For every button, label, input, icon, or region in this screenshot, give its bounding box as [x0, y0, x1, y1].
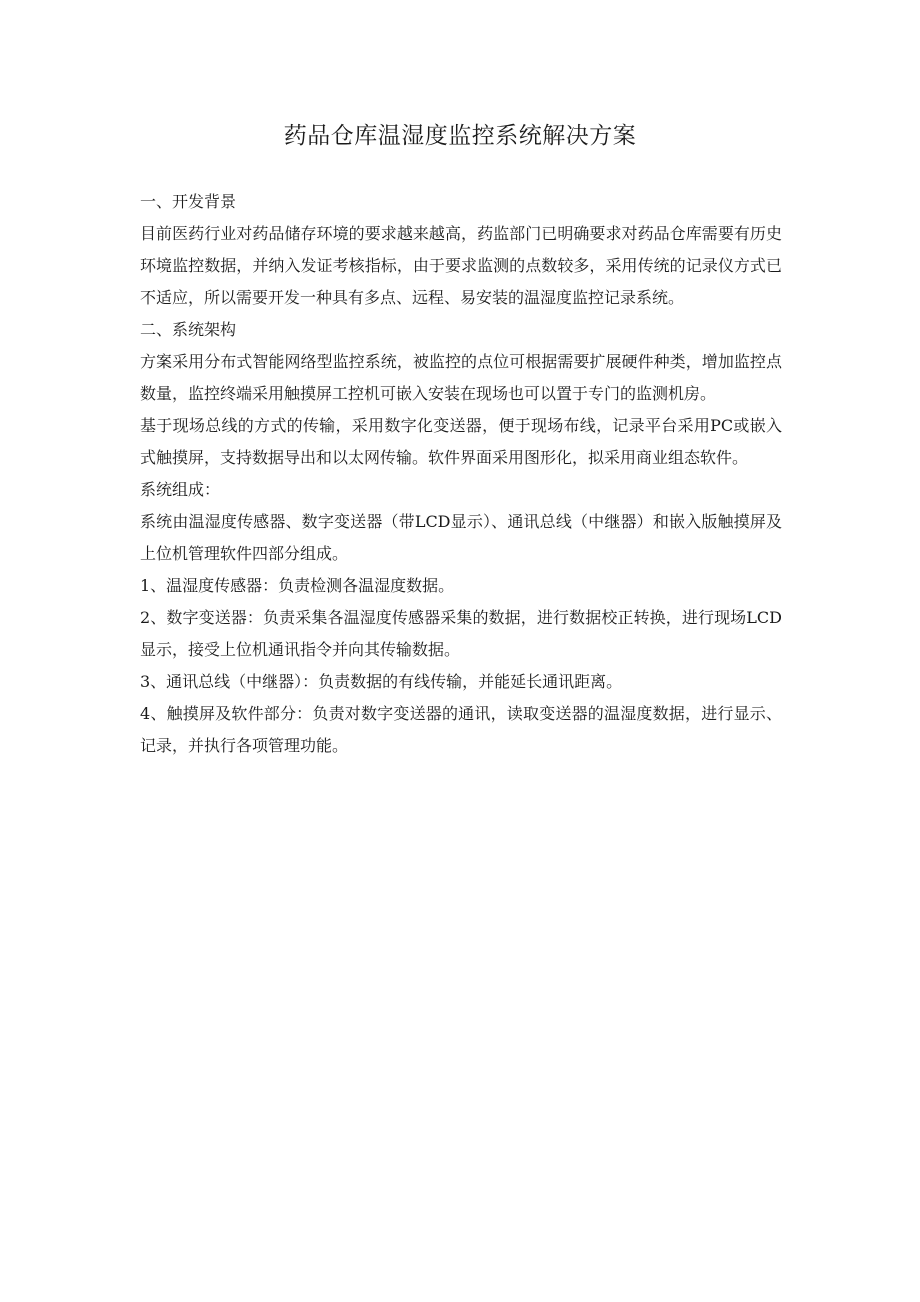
list-item-touchscreen: 4、触摸屏及软件部分：负责对数字变送器的通讯，读取变送器的温湿度数据，进行显示、记录，并执行各项管理功能。: [140, 704, 782, 755]
list-item-transmitter: 2、数字变送器：负责采集各温湿度传感器采集的数据，进行数据校正转换，进行现场LCD显示，接受上位机通讯指令并向其传输数据。: [140, 608, 782, 659]
paragraph-background: 目前医药行业对药品储存环境的要求越来越高，药监部门已明确要求对药品仓库需要有历史环境监控数据，并纳入发证考核指标，由于要求监测的点数较多，采用传统的记录仪方式已不适应，所以需要开发一种具有多点、远程、易安装的温湿度监控记录系统。: [140, 224, 782, 307]
paragraph-transmission: 基于现场总线的方式的传输，采用数字化变送器，便于现场布线，记录平台采用PC或嵌入式触摸屏，支持数据导出和以太网传输。软件界面采用图形化，拟采用商业组态软件。: [140, 416, 782, 467]
section-heading-architecture: 二、系统架构: [140, 320, 237, 339]
section-heading-background: 一、开发背景: [140, 192, 237, 211]
document-title: 药品仓库温湿度监控系统解决方案: [283, 123, 637, 149]
list-item-sensor: 1、温湿度传感器：负责检测各温湿度数据。: [140, 576, 455, 595]
paragraph-architecture: 方案采用分布式智能网络型监控系统，被监控的点位可根据需要扩展硬件种类，增加监控点数量，监控终端采用触摸屏工控机可嵌入安装在现场也可以置于专门的监测机房。: [140, 352, 782, 403]
document-body: [140, 186, 782, 762]
list-item-bus: 3、通讯总线（中继器）：负责数据的有线传输，并能延长通讯距离。: [140, 672, 623, 691]
section-heading-composition: 系统组成：: [140, 480, 221, 499]
paragraph-composition: 系统由温湿度传感器、数字变送器（带LCD显示）、通讯总线（中继器）和嵌入版触摸屏及上位机管理软件四部分组成。: [140, 512, 782, 563]
